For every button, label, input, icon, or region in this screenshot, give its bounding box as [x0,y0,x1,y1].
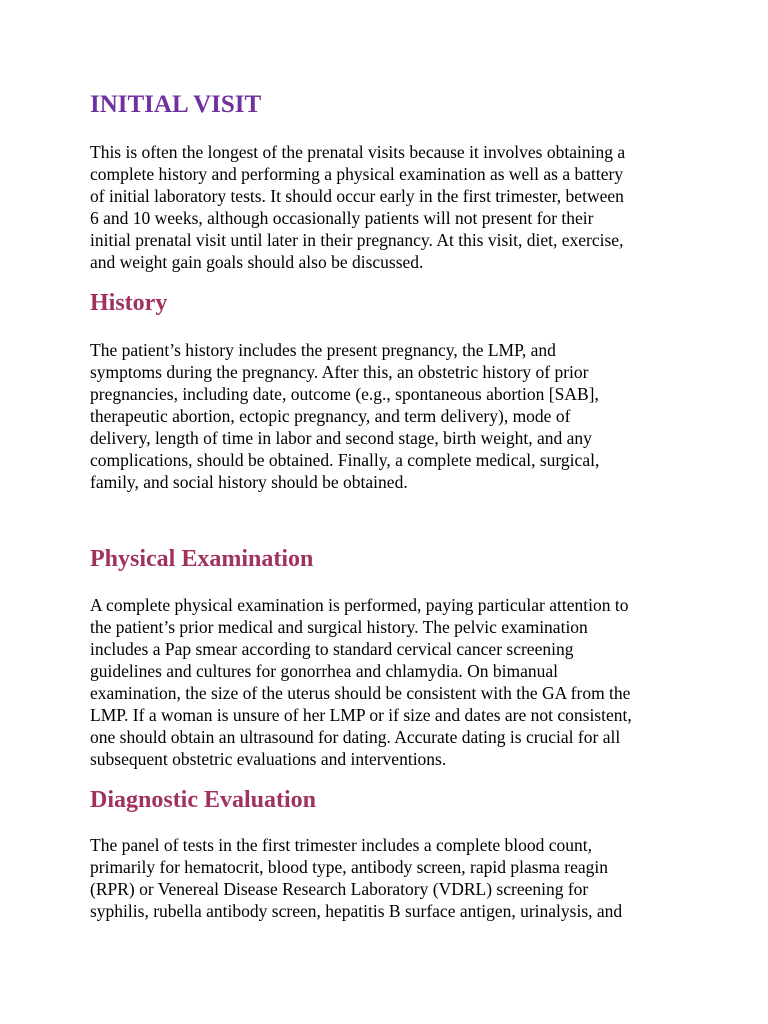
history-paragraph [90,339,684,493]
text-line: examination, the size of the uterus should be consistent with the GA from the [90,683,631,703]
text-line: guidelines and cultures for gonorrhea and chlamydia. On bimanual [90,661,558,681]
text-line: complications, should be obtained. Finally, a complete medical, surgical, [90,450,600,470]
section-heading-history: History [90,290,168,316]
text-line: pregnancies, including date, outcome (e.g., spontaneous abortion [SAB], [90,384,599,404]
text-line: The patient’s history includes the present pregnancy, the LMP, and [90,340,556,360]
text-line: 6 and 10 weeks, although occasionally patients will not present for their [90,208,594,228]
text-line: delivery, length of time in labor and second stage, birth weight, and any [90,428,592,448]
diagnostic-evaluation-paragraph [90,834,684,922]
text-line: includes a Pap smear according to standard cervical cancer screening [90,639,574,659]
physical-examination-paragraph [90,594,684,770]
text-line: subsequent obstetric evaluations and interventions. [90,749,447,769]
text-line: (RPR) or Venereal Disease Research Laboratory (VDRL) screening for [90,879,589,899]
text-line: syphilis, rubella antibody screen, hepatitis B surface antigen, urinalysis, and [90,901,623,921]
text-line: therapeutic abortion, ectopic pregnancy, and term delivery), mode of [90,406,571,426]
text-line: A complete physical examination is performed, paying particular attention to [90,595,629,615]
section-heading-diagnostic-evaluation: Diagnostic Evaluation [90,787,317,813]
text-line: family, and social history should be obtained. [90,472,408,492]
text-line: complete history and performing a physical examination as well as a battery [90,164,624,184]
page-title: INITIAL VISIT [90,91,262,118]
section-heading-physical-examination: Physical Examination [90,546,314,572]
text-line: initial prenatal visit until later in their pregnancy. At this visit, diet, exercise, [90,230,624,250]
text-line: and weight gain goals should also be discussed. [90,252,424,272]
text-line: of initial laboratory tests. It should occur early in the first trimester, between [90,186,624,206]
text-line: primarily for hematocrit, blood type, antibody screen, rapid plasma reagin [90,857,609,877]
text-line: one should obtain an ultrasound for dating. Accurate dating is crucial for all [90,727,621,747]
text-line: The panel of tests in the first trimester includes a complete blood count, [90,835,593,855]
text-line: LMP. If a woman is unsure of her LMP or if size and dates are not consistent, [90,705,632,725]
text-line: This is often the longest of the prenatal visits because it involves obtaining a [90,142,626,162]
text-line: the patient’s prior medical and surgical history. The pelvic examination [90,617,588,637]
intro-paragraph [90,141,684,273]
text-line: symptoms during the pregnancy. After this, an obstetric history of prior [90,362,589,382]
